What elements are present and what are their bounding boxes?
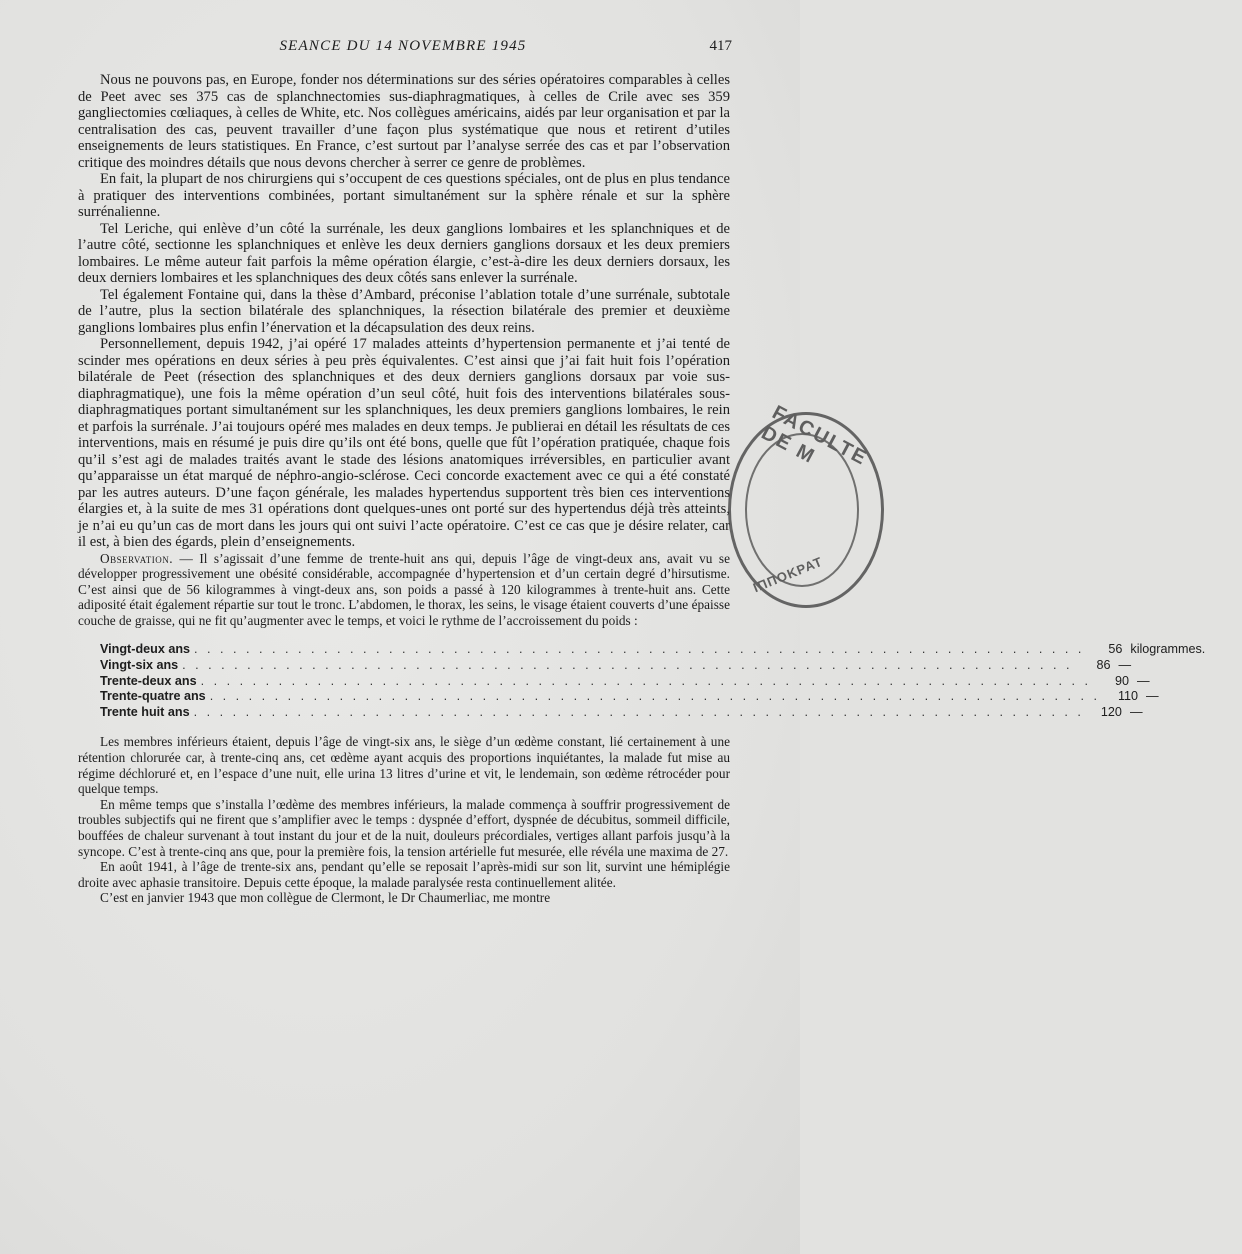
weight-row bbox=[100, 658, 1132, 674]
paragraph: Les membres inférieurs étaient, depuis l’âge de vingt-six ans, le siège d’un œdème constant, lié certainement à une rétention chlorurée car, à trente-cinq ans, cet œdème ayant acquis des proportions inquiétantes, la malade fut mise au régime déchloruré et, en l’espace d’une nuit, elle urina 13 litres d’urine et vit, le lendemain, son œdème rétrocéder pour quelque temps. bbox=[78, 734, 730, 797]
paragraph: Nous ne pouvons pas, en Europe, fonder nos déterminations sur des séries opératoires comparables à celles de Peet avec ses 375 cas de splanchnectomies sus-diaphragmatiques, à celles de Crile avec ses 359 gangliectomies cœliaques, à celles de White, etc. Nos collègues américains, aidés par leur organisation et par la centralisation des cas, peuvent travailler d’une façon plus systématique que nous et retirent d’utiles enseignements de leurs statistiques. En France, c’est surtout par l’analyse serrée des cas et par l’observation critique des moindres détails que nous devons chercher à serrer ce genre de problèmes. bbox=[78, 72, 730, 171]
weight-unit: — bbox=[1129, 704, 1143, 719]
paragraph: Personnellement, depuis 1942, j’ai opéré 17 malades atteints d’hypertension permanente et j’ai tenté de scinder mes opérations en deux séries à peu près équivalentes. C’est ainsi que j’ai fait huit fois l’opération bilatérale de Peet (résection des splanchniques et des deux derniers ganglions dorsaux par voie sus-diaphragmatique), une fois la même opération d’un seul côté, huit fois des interventions bilatérales sous-diaphragmatiques portant simultanément sur les splanchniques, les deux premiers ganglions lombaires, le rein et parfois la surrénale. J’ai toujours opéré mes malades en deux temps. Je publierai en détail les résultats de ces interventions, mais en résumé je puis dire qu’ils ont été bons, quelle que fût l’opération pratiquée, chaque fois qu’il s’est agi de malades traités avant le stade des lésions anatomiques irréversibles, en particulier avant qu’apparaisse un état marqué de néphro-angio-sclérose. Ceci concorde exactement avec ce qui a été constaté par les autres auteurs. D’une façon générale, les malades hypertendus supportent très bien ces interventions élargies et, à la suite de mes 31 opérations dont quelques-unes ont porté sur des hypertendus déjà très atteints, je n’ai eu qu’un cas de mort dans les jours qui ont suivi l’acte opératoire. C’est ce cas que je désire relater, car il est, à bien des égards, plein d’enseignements. bbox=[78, 336, 730, 550]
weight-age: Trente-deux ans bbox=[100, 673, 197, 688]
observation-heading: Observation. bbox=[100, 550, 174, 566]
leader-dots bbox=[178, 658, 1076, 674]
weight-row bbox=[100, 704, 1143, 721]
weight-age: Trente-quatre ans bbox=[100, 689, 206, 704]
page-number: 417 bbox=[709, 38, 732, 54]
weight-age: Vingt-deux ans bbox=[100, 642, 191, 657]
weight-unit: — bbox=[1146, 689, 1159, 704]
weight-age: Vingt-six ans bbox=[100, 658, 179, 673]
leader-dots bbox=[197, 674, 1095, 690]
weight-value: 86 bbox=[1096, 658, 1111, 673]
paragraph: C’est en janvier 1943 que mon collègue de Clermont, le Dr Chaumerliac, me montre bbox=[100, 890, 551, 906]
paragraph: Tel également Fontaine qui, dans la thèse d’Ambard, préconise l’ablation totale d’une surrénale, subtotale de l’autre, plus la section bilatérale des splanchniques, la résection bilatérale des premier et deuxième ganglions lombaires plus enfin l’énervation et la décapsulation des deux reins. bbox=[78, 286, 730, 336]
weight-value: 90 bbox=[1114, 673, 1129, 688]
weight-value: 56 bbox=[1108, 642, 1123, 657]
leader-dots bbox=[206, 689, 1104, 705]
weight-unit: kilogrammes. bbox=[1130, 642, 1206, 657]
leader-dots bbox=[190, 642, 1088, 658]
observation-paragraph bbox=[78, 551, 730, 629]
paragraph: En août 1941, à l’âge de trente-six ans, pendant qu’elle se reposait l’après-midi sur son lit, survint une hémiplégie droite avec aphasie transitoire. Depuis cette époque, la malade paralysée resta continuellement alitée. bbox=[78, 859, 730, 890]
weight-unit: — bbox=[1118, 658, 1132, 673]
weight-value: 120 bbox=[1100, 704, 1122, 719]
observation-text: — Il s’agissait d’une femme de trente-huit ans qui, depuis l’âge de vingt-deux ans, avait vu se développer progressivement une obésité considérable, accompagnée d’hypertension et d’un certain degré d’hirsutisme. C’est ainsi que de 56 kilogrammes à vingt-deux ans, son poids a passé à 120 kilogrammes à trente-huit ans. Cette adiposité était également répartie sur tout le tronc. L’abdomen, le thorax, les seins, le visage étaient couverts d’une épaisse couche de graisse, qui ne fit qu’augmenter avec le temps, et voici le rythme de l’accroissement du poids : bbox=[78, 550, 730, 628]
paragraph: Tel Leriche, qui enlève d’un côté la surrénale, les deux ganglions lombaires et les splanchniques et de l’autre côté, sectionne les splanchniques et enlève les deux derniers ganglions dorsaux et les deux premiers lombaires. Le même auteur fait parfois la même opération élargie, c’est-à-dire les deux derniers dorsaux, les deux derniers lombaires et les splanchniques des deux côtés sans enlever la surrénale. bbox=[78, 220, 730, 286]
weight-row bbox=[100, 642, 1206, 658]
stamp-bottom-text: ΙΠΠΟΚΡΑΤ bbox=[750, 553, 825, 596]
running-title: SEANCE DU 14 NOVEMBRE 1945 bbox=[279, 38, 527, 54]
paragraph: En fait, la plupart de nos chirurgiens qui s’occupent de ces questions spéciales, ont de plus en plus tendance à pratiquer des interventions combinées, portant simultanément sur la sphère rénale et sur la sphère surrénalienne. bbox=[78, 171, 730, 220]
paragraph: En même temps que s’installa l’œdème des membres inférieurs, la malade commença à souffrir progressivement de troubles subjectifs qui ne firent que s’amplifier avec le temps : dyspnée d’effort, dyspnée de décubitus, sommeil difficile, bouffées de chaleur survenant à tout instant du jour et de la nuit, douleurs précordiales, vertiges allant parfois jusqu’à la syncope. C’est à trente-cinq ans que, pour la première fois, la tension artérielle fut mesurée, elle révéla une maxima de 27. bbox=[78, 796, 730, 859]
weight-value: 110 bbox=[1117, 689, 1139, 704]
stamp-top-text: FACULTE DE M bbox=[757, 401, 872, 471]
weight-row bbox=[100, 673, 1150, 690]
weight-table bbox=[100, 642, 1206, 720]
weight-row bbox=[100, 689, 1159, 705]
page-header bbox=[78, 38, 732, 60]
weight-age: Trente huit ans bbox=[100, 704, 190, 719]
weight-unit: — bbox=[1136, 673, 1150, 688]
leader-dots bbox=[190, 705, 1088, 721]
library-stamp bbox=[728, 401, 884, 608]
